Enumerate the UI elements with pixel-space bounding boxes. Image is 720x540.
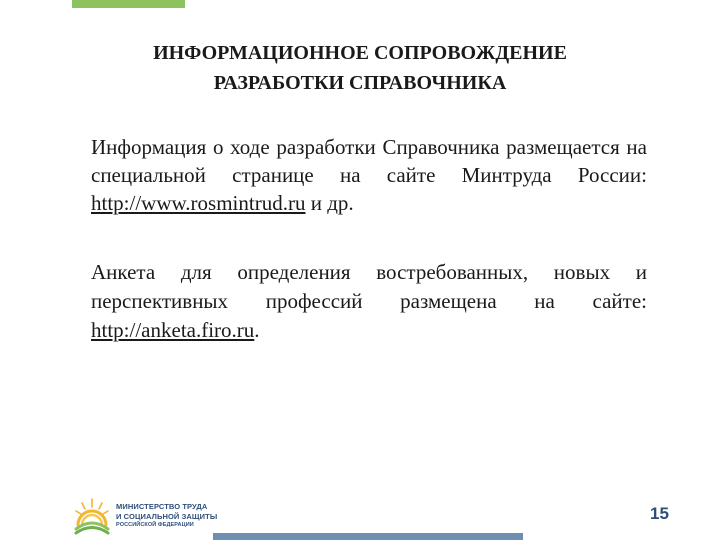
title-line-2: РАЗРАБОТКИ СПРАВОЧНИКА [213,72,507,94]
rosmintrud-link[interactable]: http://www.rosmintrud.ru [91,191,306,215]
page-number: 15 [650,504,669,523]
paragraph-survey-tail: . [254,318,260,342]
slide-title [60,38,660,98]
ministry-line-2: И СОЦИАЛЬНОЙ ЗАЩИТЫ [116,511,218,521]
title-line-1: ИНФОРМАЦИОННОЕ СОПРОВОЖДЕНИЕ [153,42,567,64]
paragraph-survey-text: Анкета для определения востребованных, новых и перспективных профессий размещена на сайте: [91,260,647,313]
paragraph-info-text: Информация о ходе разработки Справочника размещается на специальной странице на сайте Минтруда России: [91,135,647,187]
ministry-logo-icon [72,495,112,535]
paragraph-info [91,133,647,217]
ministry-line-1: МИНИСТЕРСТВО ТРУДА [116,502,208,511]
anketa-link[interactable]: http://anketa.firo.ru [91,318,255,342]
bottom-accent-bar [213,533,523,540]
top-accent-bar [72,0,185,8]
paragraph-info-tail: и др. [305,191,354,215]
ministry-name [116,502,217,529]
paragraph-survey [91,258,647,345]
ministry-line-3: РОССИЙСКОЙ ФЕДЕРАЦИИ [116,522,194,528]
